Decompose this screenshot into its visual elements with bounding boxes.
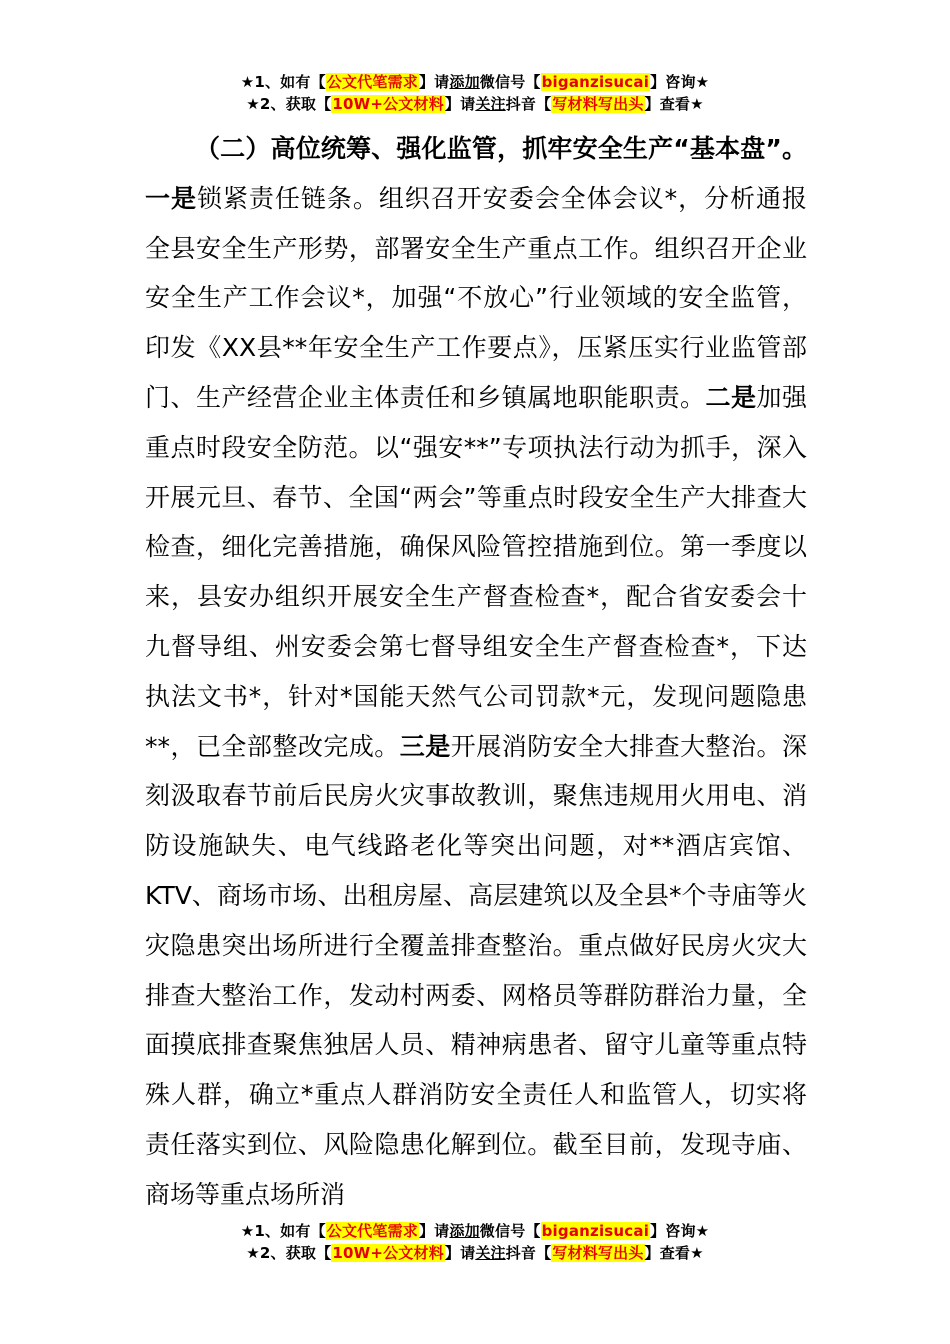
banner-text: 微信号【 [479, 73, 541, 91]
point-label-3: 三是 [399, 731, 451, 761]
banner-highlight: biganzisucai [541, 1222, 650, 1240]
banner-text: ★1、如有【 [240, 73, 326, 91]
footer-banner [0, 1220, 950, 1264]
banner-line-1 [0, 71, 950, 93]
banner-text: 抖音【 [505, 1244, 552, 1262]
banner-text: ★2、获取【 [246, 1244, 332, 1262]
banner-highlight: 写材料写出头 [552, 1244, 644, 1262]
section-heading: （二）高位统筹、强化监管，抓牢安全生产“基本盘”。 [195, 134, 807, 163]
banner-text: ★2、获取【 [246, 95, 332, 113]
banner-text: 微信号【 [479, 1222, 541, 1240]
banner-line-2 [0, 93, 950, 115]
paragraph [145, 124, 807, 1220]
banner-line-1 [0, 1220, 950, 1242]
banner-highlight: 写材料写出头 [552, 95, 644, 113]
banner-text: ★1、如有【 [240, 1222, 326, 1240]
banner-highlight: 10W+公文材料 [332, 1244, 444, 1262]
banner-highlight: 公文代笔需求 [326, 1222, 418, 1240]
banner-text: 】查看★ [644, 95, 704, 113]
banner-underline: 关注 [475, 95, 506, 113]
banner-text: 】咨询★ [650, 73, 710, 91]
banner-text: 】查看★ [644, 1244, 704, 1262]
banner-text: 】请 [418, 1222, 450, 1240]
banner-text: 】请 [444, 95, 476, 113]
banner-line-2 [0, 1242, 950, 1264]
banner-highlight: 10W+公文材料 [332, 95, 444, 113]
banner-highlight: biganzisucai [541, 73, 650, 91]
banner-underline: 添加 [449, 73, 480, 91]
banner-text: 抖音【 [505, 95, 552, 113]
banner-underline: 关注 [475, 1244, 506, 1262]
point-text-3: 开展消防安全大排查大整治。深刻汲取春节前后民房火灾事故教训，聚焦违规用火用电、消防设施缺失、电气线路老化等突出问题，对**酒店宾馆、KTV、商场市场、出租房屋、高层建筑以及全县*个寺庙等火灾隐患突出场所进行全覆盖排查整治。重点做好民房火灾大排查大整治工作，发动村两委、网格员等群防群治力量，全面摸底排查聚焦独居人员、精神病患者、留守儿童等重点特殊人群，确立*重点人群消防安全责任人和监管人，切实将责任落实到位、风险隐患化解到位。截至目前，发现寺庙、商场等重点场所消 [145, 731, 807, 1209]
point-label-2: 二是 [705, 382, 757, 412]
point-text-1: 锁紧责任链条。组织召开安委会全体会议*，分析通报全县安全生产形势，部署安全生产重点工作。组织召开企业安全生产工作会议*，加强“不放心”行业领域的安全监管，印发《XX县**年安全生产工作要点》，压紧压实行业监管部门、生产经营企业主体责任和乡镇属地职能职责。 [145, 183, 807, 412]
point-label-1: 一是 [145, 183, 197, 213]
document-body [145, 124, 807, 1220]
point-text-2: 加强重点时段安全防范。以“强安**”专项执法行动为抓手，深入开展元旦、春节、全国“两会”等重点时段安全生产大排查大检查，细化完善措施，确保风险管控措施到位。第一季度以来，县安办组织开展安全生产督查检查*，配合省安委会十九督导组、州安委会第七督导组安全生产督查检查*，下达执法文书*，针对*国能天然气公司罚款*元，发现问题隐患**，已全部整改完成。 [145, 382, 807, 761]
banner-highlight: 公文代笔需求 [326, 73, 418, 91]
banner-text: 】请 [418, 73, 450, 91]
banner-text: 】咨询★ [650, 1222, 710, 1240]
header-banner [0, 71, 950, 115]
banner-underline: 添加 [449, 1222, 480, 1240]
banner-text: 】请 [444, 1244, 476, 1262]
